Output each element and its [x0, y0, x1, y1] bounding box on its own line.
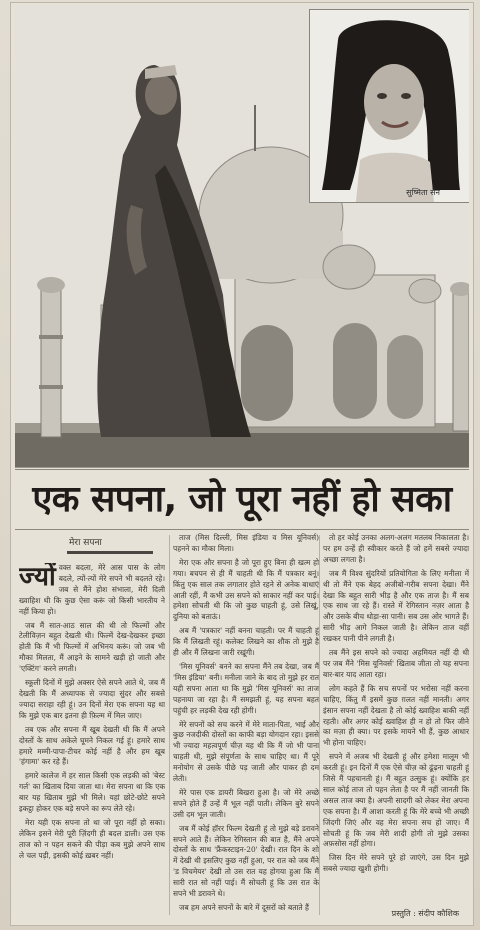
paragraph: जब मैं सात-आठ साल की थी तो फिल्मों और टेलीविज़न बहुत देखती थी। फिल्में देख-देखकर इच्छा होती कि मैं भी फिल्मों में अभिनय करूं। जो जब भी मौका मिलता, मैं आइने के सामने खड़ी हो जाती और 'एक्टिंग' करने लगती। [19, 620, 165, 674]
paragraph: 'मिस यूनिवर्स' बनने का सपना मैंने तब देखा, जब मैं 'मिस इंडिया' बनी। मनीला जाने के बाद तो मुझे हर रात यही सपना आता था कि मुझे 'मिस यूनिवर्स' का ताज पहनाया जा रहा है। मैं समझती हूं, यह सपना बहत पहुंची हर लड़की देख रही होगी। [173, 661, 319, 715]
paragraph: मेरा यही एक सपना तो था जो पूरा नहीं हो सका। लेकिन इसने मेरी पूरी ज़िंदगी ही बदल डाली। उस एक ताज को न पहन सकने की पीड़ा कब मुझे अपने साथ ले चल पड़ी, इसकी कोई ख़बर नहीं। [19, 817, 165, 860]
inset-portrait [309, 9, 469, 203]
article-column-3 [323, 533, 469, 917]
paragraph: जब मैं कोई हॉरर फिल्म देखती हूं तो मुझे बड़े डरावने सपने आते हैं। लेकिन रेगिस्तान की बात है, मैंने अपने दोस्तों के साथ 'फ्रैंकस्टाइन-20' देखी। रात दिन के शो में देखी थी इसलिए कुछ नहीं हुआ, पर रात को जब मैंने 'ड विचमेयर' देखी तो उस रात यह होगया हुआ कि मैं सारी रात सो नहीं पाई। मैं सोचती हूं कि उस रात के सपने भी डरावने थे। [173, 823, 319, 899]
paragraph: जब हम अपने सपनों के बारे में दूसरों को बताते हैं [179, 903, 309, 912]
kicker: मेरा सपना [69, 538, 102, 548]
paragraph: तब एक और सपना मैं खूब देखती थी कि मैं अपने दोस्तों के साथ अकेले घूमने निकल गई हूं। हमारे साथ हमारे मम्मी-पापा-टीचर कोई नहीं है और हम खूब 'हंगामा' कर रहे हैं। [19, 724, 165, 767]
column-divider-1 [169, 535, 170, 915]
inset-caption: सुष्मिता सेन [406, 188, 440, 197]
paragraph: लोग कहते हैं कि सच सपनों पर भरोसा नहीं करना चाहिए, किंतु मैं इसमें कुछ ग़लत नहीं मानती। अगर इंसान सपना नहीं देखता है तो कोई ख्वाहिश बाकी नहीं रहती। और अगर कोई ख्वाहिश ही न हो तो फिर जीने का मज़ा ही क्या। पर इसके मायने भी हैं, कुछ आधार भी होना चाहिए। [323, 683, 469, 748]
paragraph: ताज (मिस दिल्ली, मिस इंडिया व मिस यूनिवर्स) पहनने का मौका मिला। [173, 533, 319, 553]
paragraph: मेरा एक और सपना है जो पूरा हुए बिना ही खत्म हो गया। बचपन से ही मैं चाहती थी कि मैं पत्रकार बनूं। किंतु एक साल तक लगातार होते रहने से अनेक बाधाएं आती रहीं, मैं कभी उस सपने को साकार नहीं कर पाई। हमेशा सोचती थी कि जो कुछ चाहती हूं, उसे लिखूं, दुनिया को बताऊं। [173, 557, 319, 622]
headline: एक सपना, जो पूरा नहीं हो सका [32, 479, 452, 520]
paragraph: तब मैंने इस सपने को ज्यादा अहमियत नहीं दी थी पर जब मैंने 'मिस यूनिवर्स' खिताब जीता तो यह सपना बार-बार याद आता रहा। [323, 648, 469, 679]
paragraph: सपने में अजब भी देखती हूं और हमेशा मालूम भी करती हूं। इन दिनों मैं एक ऐसे चीज़ को ढूंढ़ना चाहती हूं जिसे मैं पहचानती हूं। मैं बहुत उत्सुक हूं। क्योंकि हर साल कोई ताज तो पहन लेता है पर मैं नहीं जानती कि असल ताज क्या है। अपनी सादगी को लेकर मेरा अपना एक सपना है। मैं आशा करती हूं कि मेरे बच्चे भी अच्छी जिंदगी जिएं और वह मेरा सपना सच हो जाए। मैं सोचती हूं कि जब मेरी शादी होगी तो मुझे उसका अफ़सोस नहीं होगा। [323, 752, 469, 849]
paragraph: मेरे सपनों को सच करने में मेरे माता-पिता, भाई और कुछ नजदीकी दोस्तों का काफी बड़ा योगदान रहा। इससे भी ज्यादा महत्वपूर्ण चीज़ यह थी कि मैं जो भी पाना चाहती थी, मुझे संपूर्णता के साथ चाहिए था। मैं पूरे मनोयोग से उसके पीछे पड़ जाती और पाकर ही दम लेती। [173, 719, 319, 784]
paragraph: जब मैं विश्व सुंदरियों प्रतियोगिता के लिए मनीला में थी तो मैंने एक बेहद अजीबो-गरीब सपना देखा। मैंने देखा कि बहुत सारी भीड़ है और एक ताज है। मैं सब एक साथ जा रहे हैं। रास्ते में रेगिस्तान नज़र आता है और उसके बीच थोड़ा-सा पानी। सब उस ओर भागते हैं। सारी भीड़ आगे निकल जाती है। लेकिन ताज वहीं रखकर पानी पीने लगती है। [323, 568, 469, 644]
column-divider-2 [319, 535, 320, 915]
paragraph: जिस दिन मेरे सपने पूरे हो जाएंगे, उस दिन मुझे सबसे ज्यादा खुशी होगी। [323, 853, 469, 874]
paragraph: तो हर कोई उनका अलग-अलग मतलब निकालता है। पर हम उन्हें ही स्वीकार करते हैं जो हमें सबसे ज्यादा अच्छा लगता है। [323, 533, 469, 564]
paragraph: स्कूली दिनों में मुझे अक्सर ऐसे सपने आते थे, जब मैं देखती कि मैं अध्यापक से ज्यादा सुंदर और सबसे ज्यादा सराहा रही हूं। उन दिनों मेरा एक सपना यह था कि मुझे एक बार इतना ही फ़िल्म में मिल जाए। [19, 678, 165, 720]
article-column-2 [173, 533, 319, 917]
main-photo-taj-mahal [15, 5, 469, 468]
rule-top [15, 469, 469, 470]
paragraph: अब मैं 'पत्रकार' नहीं बनना चाहती। पर मैं चाहती हूं कि मैं लिखती रहूं। कलेक्ट लिखने का शौक तो मुझे है ही और मैं लिखना जारी रखूंगी। [173, 626, 319, 658]
article-column-1 [19, 563, 165, 915]
rule-under-headline [15, 529, 469, 530]
portrait-illustration [310, 10, 469, 202]
byline-credit: प्रस्तुति : संदीप कौशिक [391, 909, 459, 918]
paragraph: वक्त बदला, मेरे आस पास के लोग बदले, त्यों-त्यों मेरे सपने भी बदलते रहे। जब से मैंने होश संभाला, मेरी दिली ख्वाहिश थी कि कुछ ऐसा करूं जो किसी भारतीय ने नहीं किया हो। [19, 563, 165, 616]
kicker-underline [67, 551, 153, 554]
drop-cap: ज्यों [19, 563, 56, 592]
paragraph: मेरे पास एक डायरी बिखरा हुआ है। जो मेरे अच्छे सपने होते हैं उन्हें मैं भूल नहीं पाती। लेकिन बुरे सपने उसी दम भूल जाती। [173, 787, 319, 819]
paragraph: हमारे कालेज में हर साल किसी एक लड़की को 'बेस्ट गर्ल' का खिताब दिया जाता था। मेरा सपना था कि एक बार यह खिताब मुझे भी मिले। यहां छोटे-छोटे सपने इकट्ठा होकर एक बड़े सपने का रूप लेते रहे। [19, 771, 165, 814]
newspaper-clipping [10, 2, 474, 926]
